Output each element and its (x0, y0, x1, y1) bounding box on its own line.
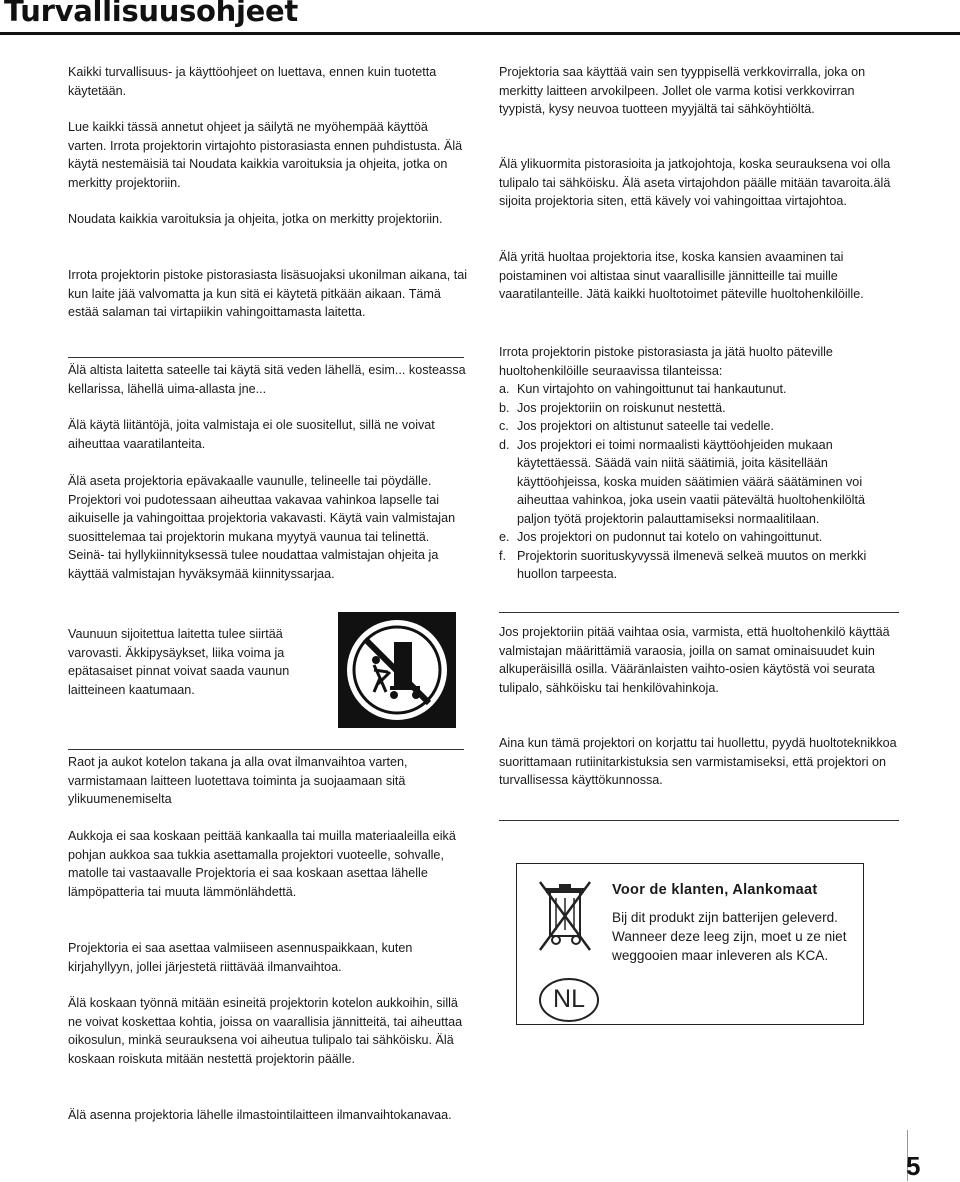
page-number: 5 (906, 1151, 921, 1181)
cart-paragraph: Älä aseta projektoria epävakaalle vaunulle, telineelle tai pöydälle. Projektori voi pudotessaan aiheuttaa vakavaa vahinkoa lapselle tai aikuiselle ja vahingoittaa projektoria vakavasti. Käytä vain valmistajan suosittelemaa tai projektorin mukana myytyä vaunua tai telinettä. Seinä- tai hyllykiinnityksessä tulee noudattaa valmistajan ohjeita ja käyttää valmistajan hyväksymää kiinnityssarjaa. (68, 474, 456, 581)
aircon-paragraph: Älä asenna projektoria lähelle ilmastointilaitteen ilmanvaihtokanavaa. (68, 1108, 452, 1122)
nl-notice-text: Bij dit produkt zijn batterijen geleverd. Wanneer deze leeg zijn, moet u ze niet weggooien maar inleveren als KCA. (612, 910, 847, 963)
replacement-parts-paragraph: Jos projektoriin pitää vaihtaa osia, varmista, että huoltohenkilö käyttää valmistajan määrittämiä varaosia, joilla on samat ominaisuudet kuin alkuperäisillä osilla. Vääränlaisten vaihto-osien käytöstä voi seurata tulipalo, sähköisku tai henkilövahinkoja. (499, 625, 890, 695)
service-conditions-list (499, 380, 899, 584)
unplug-paragraph: Irrota projektorin pistoke pistorasiasta lisäsuojaksi ukonilman aikana, tai kun laite jää valvomatta ja kun sitä ei käytetä pitkään aikaan. Tämä estää salaman tai virtapiikin vahingoittamasta laitetta. (68, 268, 467, 319)
attachments-paragraph: Älä käytä liitäntöjä, joita valmistaja ei ole suositellut, sillä ne voivat aiheuttaa vaaratilanteita. (68, 418, 435, 451)
cart-warning-icon (338, 612, 456, 728)
divider (68, 749, 464, 750)
openings-paragraph: Aukkoja ei saa koskaan peittää kankaalla tai muilla materiaaleilla eikä pohjan aukkoa saa tukkia asettamalla projektori vuoteelle, sohvalle, matolle tai vastaavalle Projektoria ei saa koskaan asettaa lähelle lämpöpatteria tai muuta lämmönlähdettä. (68, 829, 456, 899)
installation-paragraph: Projektoria ei saa asettaa valmiiseen asennuspaikkaan, kuten kirjahyllyyn, jollei järjestetä riittävää ilmanvaihtoa. (68, 941, 413, 974)
warnings-paragraph: Noudata kaikkia varoituksia ja ohjeita, jotka on merkitty projektoriin. (68, 212, 443, 226)
divider (499, 820, 899, 821)
divider (499, 612, 899, 613)
nl-logo-text: NL (553, 985, 585, 1013)
water-paragraph: Älä altista laitetta sateelle tai käytä sitä veden lähellä, esim... kosteassa kellarissa, lähellä uima-allasta jne... (68, 363, 466, 396)
list-item: f. Projektorin suorituskyvyssä ilmenevä selkeä muutos on merkki huollon tarpeesta. (499, 548, 867, 581)
list-item: a. Kun virtajohto on vahingoittunut tai hankautunut. (499, 382, 787, 396)
service-conditions-paragraph: Irrota projektorin pistoke pistorasiasta ja jätä huolto päteville huoltohenkilöille seuraavissa tilanteissa: (499, 345, 833, 378)
crossed-bin-icon (532, 878, 598, 958)
ventilation-paragraph: Raot ja aukot kotelon takana ja alla ovat ilmanvaihtoa varten, varmistamaan laitteen luotettava toiminta ja suojaamaan sitä ylikuumenemiselta (68, 755, 408, 806)
list-item: b. Jos projektoriin on roiskunut nestettä. (499, 400, 726, 415)
list-item: e. Jos projektori on pudonnut tai kotelo on vahingoittunut. (499, 530, 823, 544)
divider (68, 357, 464, 358)
overload-paragraph: Älä ylikuormita pistorasioita ja jatkojohtoja, koska seurauksena voi olla tulipalo tai sähköisku. Älä aseta virtajohdon päälle mitään tavaroita.älä sijoita projektoria siten, että kävely voi vahingoittaa virtajohtoa. (499, 157, 891, 208)
cart-move-paragraph: Vaunuun sijoitettua laitetta tulee siirtää varovasti. Äkkipysäykset, liika voima ja epätasaiset pinnat voivat saada vaunun laitteineen kaatumaan. (68, 627, 290, 697)
power-type-paragraph: Projektoria saa käyttää vain sen tyyppisellä verkkovirralla, joka on merkitty laitteen arvokilpeen. Jollet ole varma kotisi verkkovirran tyypistä, kysy neuvoa tuotteen myyjältä tai sähköyhtiöltä. (499, 65, 866, 116)
list-item: d. Jos projektori ei toimi normaalisti käyttöohjeiden mukaan käytettäessä. Säädä vain niitä säätimiä, joita käsitellään käyttöohjeissa, koska muiden säätimien väärä säätäminen voi aiheuttaa vahinkoa, joka usein vaatii pätevältä huoltohenkilöltä paljon työtä projektorin palauttamiseksi normaalitilaan. (499, 437, 865, 526)
page-header (0, 0, 960, 35)
nl-notice-title: Voor de klanten, Alankomaat (612, 882, 818, 898)
instructions-paragraph: Lue kaikki tässä annetut ohjeet ja säilytä ne myöhempää käyttöä varten. Irrota projektorin virtajohto pistorasiasta ennen puhdistusta. Älä käytä nestemäisiä tai Noudata kaikkia varoituksia ja ohjeita, jotka on merkitty projektoriin. (68, 120, 463, 190)
intro-paragraph: Kaikki turvallisuus- ja käyttöohjeet on luettava, ennen kuin tuotetta käytetään. (68, 65, 437, 98)
safety-check-paragraph: Aina kun tämä projektori on korjattu tai huollettu, pyydä huoltoteknikkoa suorittamaan rutiinitarkistuksia sen varmistamiseksi, että projektori on turvallisessa käyttökunnossa. (499, 736, 897, 787)
objects-paragraph: Älä koskaan työnnä mitään esineitä projektorin kotelon aukkoihin, sillä ne voivat koskettaa kohtia, joissa on vaarallisia jännitteitä, tai aiheuttaa oikosulun, minkä seurauksena voi aiheutua tulipalo tai sähköisku. Älä koskaan roiskuta mitään nestettä projektorin päälle. (68, 996, 463, 1066)
list-item: c. Jos projektori on altistunut sateelle tai vedelle. (499, 419, 774, 433)
service-paragraph: Älä yritä huoltaa projektoria itse, koska kansien avaaminen tai poistaminen voi altistaa sinut vaarallisille jännitteille tai muille vaaratilanteille. Jätä kaikki huoltotoimet päteville huoltohenkilöille. (499, 250, 864, 301)
page-title: Turvallisuusohjeet (4, 0, 298, 28)
